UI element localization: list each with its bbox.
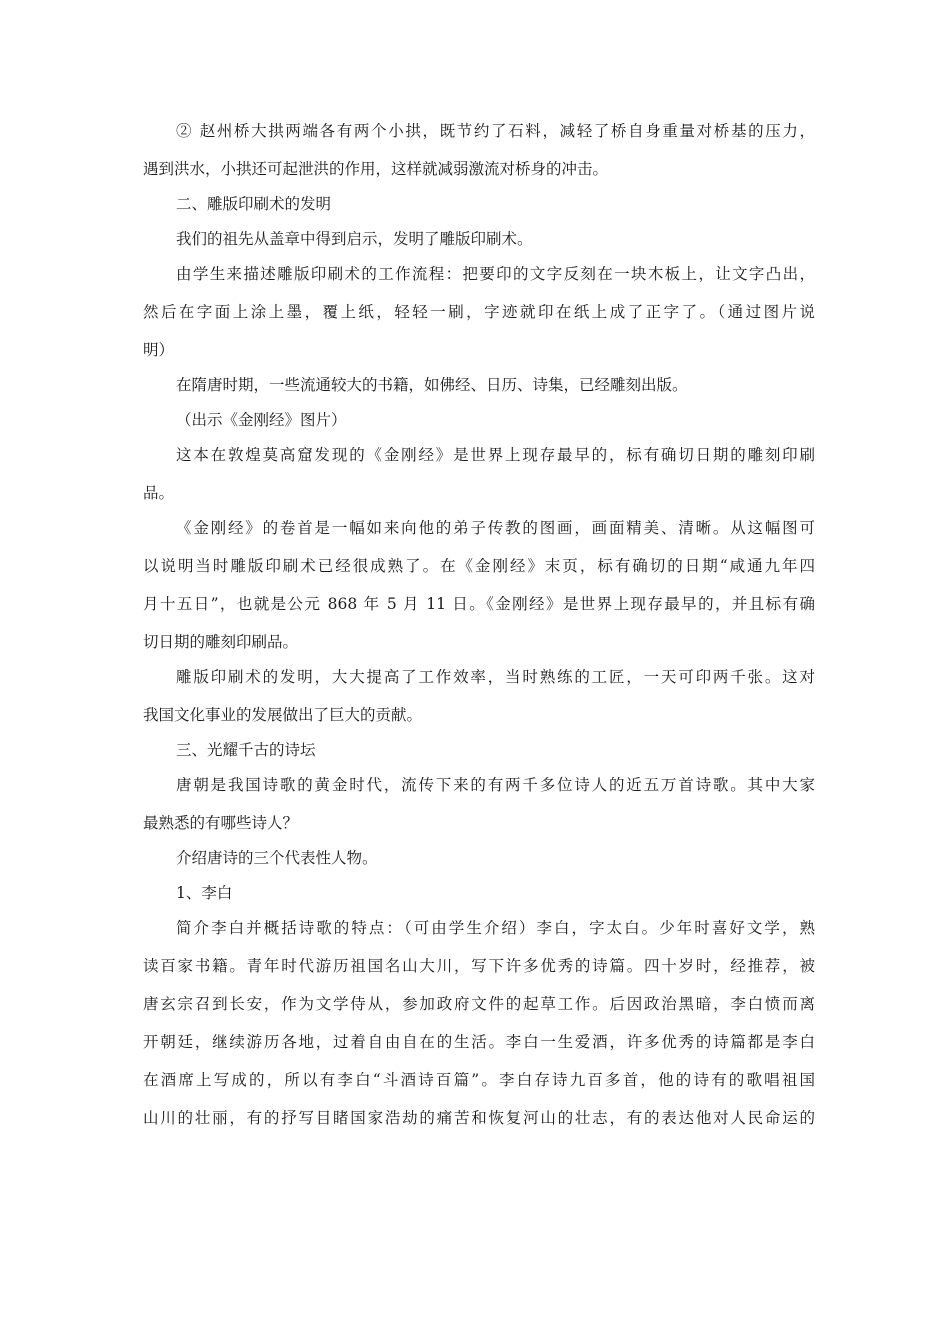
text-line: 《金刚经》的卷首是一幅如来向他的弟子传教的图画，画面精美、清晰。从这幅图可: [176, 519, 815, 537]
text-line: 雕版印刷术的发明，大大提高了工作效率，当时熟练的工匠，一天可印两千张。这对: [176, 668, 815, 686]
paragraph: [143, 444, 815, 504]
text-line: ② 赵州桥大拱两端各有两个小拱，既节约了石料，减轻了桥自身重量对桥基的压力，: [176, 122, 815, 140]
text-line: 在酒席上写成的，所以有李白“斗酒诗百篇”。李白存诗九百多首，他的诗有的歌唱祖国: [143, 1071, 815, 1089]
paragraph: [143, 774, 815, 834]
text-line: 品。: [143, 484, 175, 502]
text-line: 然后在字面上涂上墨，覆上纸，轻轻一刷，字迹就印在纸上成了正字了。（通过图片说: [143, 303, 815, 321]
text-line: 这本在敦煌莫高窟发现的《金刚经》是世界上现存最早的，标有确切日期的雕刻印刷: [176, 446, 815, 464]
text-line: 读百家书籍。青年时代游历祖国名山大川，写下许多优秀的诗篇。四十岁时，经推荐，被: [143, 957, 815, 975]
text-line: 明）: [143, 341, 175, 359]
subsection-heading: 1、李白: [176, 884, 233, 902]
paragraph: 我们的祖先从盖章中得到启示，发明了雕版印刷术。: [176, 230, 533, 248]
paragraph: 在隋唐时期，一些流通较大的书籍，如佛经、日历、诗集，已经雕刻出版。: [176, 376, 688, 394]
text-line: 简介李白并概括诗歌的特点：（可由学生介绍）李白，字太白。少年时喜好文学，熟: [176, 919, 815, 937]
paragraph: 介绍唐诗的三个代表性人物。: [176, 849, 378, 867]
paragraph: [143, 120, 815, 180]
text-line: 最熟悉的有哪些诗人？: [143, 814, 299, 832]
section-heading: 三、光耀千古的诗坛: [176, 741, 316, 759]
text-line: 切日期的雕刻印刷品。: [143, 633, 299, 651]
paragraph: [143, 666, 815, 726]
section-heading: 二、雕版印刷术的发明: [176, 195, 332, 213]
text-line: 月十五日”，也就是公元 868 年 5 月 11 日。《金刚经》是世界上现存最早的，并且标有确: [143, 595, 815, 613]
document-body: [143, 120, 815, 1129]
text-line: 开朝廷，继续游历各地，过着自由自在的生活。李白一生爱酒，许多优秀的诗篇都是李白: [143, 1033, 815, 1051]
text-line: 唐朝是我国诗歌的黄金时代，流传下来的有两千多位诗人的近五万首诗歌。其中大家: [176, 776, 815, 794]
paragraph: （出示《金刚经》图片）: [176, 411, 347, 429]
text-line: 唐玄宗召到长安，作为文学侍从，参加政府文件的起草工作。后因政治黑暗，李白愤而离: [143, 995, 815, 1013]
text-line: 山川的壮丽，有的抒写目睹国家浩劫的痛苦和恢复河山的壮志，有的表达他对人民命运的: [143, 1109, 815, 1127]
paragraph: [143, 263, 815, 361]
text-line: 我国文化事业的发展做出了巨大的贡献。: [143, 706, 423, 724]
paragraph: [143, 917, 815, 1129]
text-line: 遇到洪水，小拱还可起泄洪的作用，这样就减弱激流对桥身的冲击。: [143, 160, 609, 178]
text-line: 由学生来描述雕版印刷术的工作流程：把要印的文字反刻在一块木板上，让文字凸出，: [176, 265, 815, 283]
paragraph: [143, 517, 815, 653]
text-line: 以说明当时雕版印刷术已经很成熟了。在《金刚经》末页，标有确切的日期“咸通九年四: [143, 557, 815, 575]
